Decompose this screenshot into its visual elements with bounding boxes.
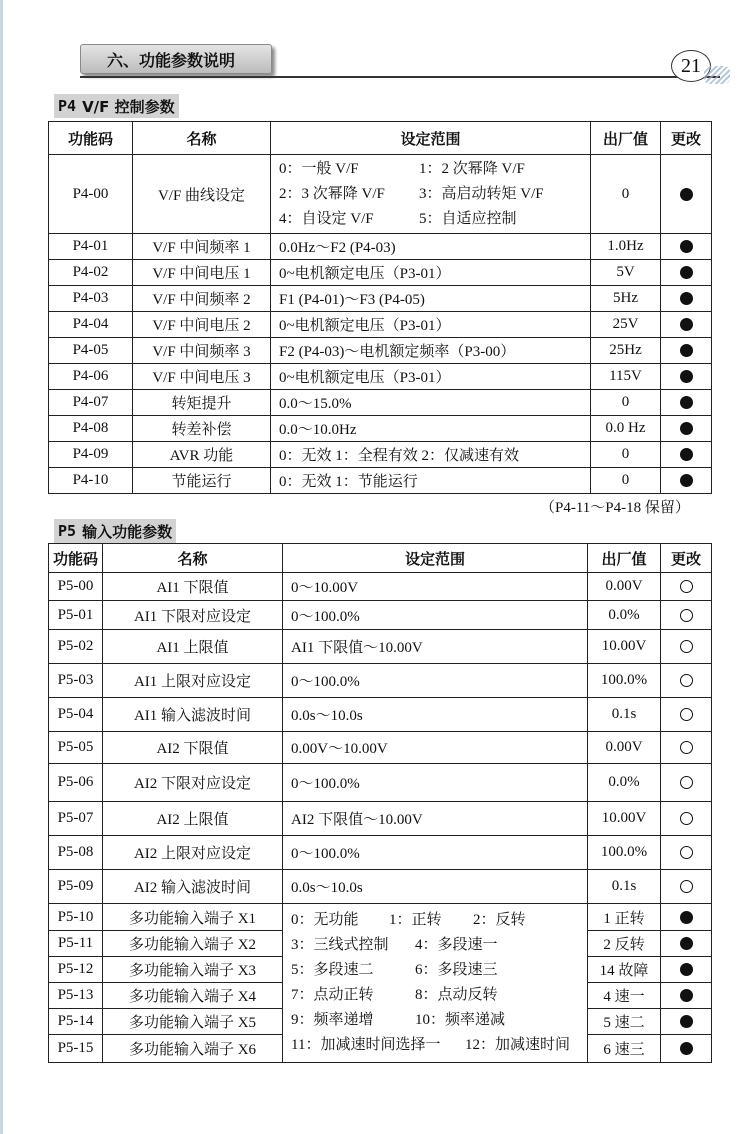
changeable-indicator: [661, 573, 712, 601]
table-row: [49, 664, 712, 698]
param-code: P4-00: [49, 155, 133, 234]
filled-dot-icon: [680, 989, 693, 1002]
param-name: V/F 中间频率 2: [133, 286, 271, 312]
p4-section-title: [54, 94, 179, 118]
table-row: [49, 630, 712, 664]
col-header-change: 更改: [661, 544, 712, 573]
table-row: [49, 573, 712, 601]
param-name: 节能运行: [133, 468, 271, 494]
changeable-indicator: [661, 698, 712, 732]
option-text: 5：多段速二: [291, 962, 374, 978]
param-default: 0: [591, 468, 661, 494]
param-range: 0~电机额定电压（P3-01）: [271, 364, 591, 390]
changeable-indicator: [661, 870, 712, 904]
table-row: [49, 364, 712, 390]
param-default: 0.00V: [588, 732, 661, 764]
option-text: 7：点动正转: [291, 987, 374, 1003]
col-header-code: 功能码: [49, 122, 133, 155]
param-default: 100.0%: [588, 836, 661, 870]
param-code: P4-02: [49, 260, 133, 286]
changeable-indicator: [661, 983, 712, 1009]
terminal-function-options: [283, 904, 588, 1063]
param-name: AI1 下限对应设定: [103, 601, 283, 630]
reserved-note: （P4-11～P4-18 保留）: [540, 500, 690, 516]
param-default: 0.0%: [588, 764, 661, 802]
param-default: 0: [591, 155, 661, 234]
table-row: [49, 764, 712, 802]
param-name: V/F 曲线设定: [133, 155, 271, 234]
param-name: 多功能输入端子 X5: [103, 1009, 283, 1035]
filled-dot-icon: [680, 318, 693, 331]
param-name: 转矩提升: [133, 390, 271, 416]
filled-dot-icon: [680, 292, 693, 305]
filled-dot-icon: [680, 370, 693, 383]
filled-dot-icon: [680, 422, 693, 435]
table-row: [49, 904, 712, 931]
param-code: P5-15: [49, 1035, 103, 1063]
param-range-options: [271, 155, 591, 234]
changeable-indicator: [661, 155, 712, 234]
param-name: 多功能输入端子 X4: [103, 983, 283, 1009]
option-text: 0：无功能: [291, 912, 359, 928]
param-name: 多功能输入端子 X2: [103, 931, 283, 957]
filled-dot-icon: [680, 1015, 693, 1028]
param-default: 0.0%: [588, 601, 661, 630]
param-code: P5-05: [49, 732, 103, 764]
changeable-indicator: [661, 234, 712, 260]
param-code: P5-08: [49, 836, 103, 870]
filled-dot-icon: [680, 474, 693, 487]
param-default: 0: [591, 442, 661, 468]
hollow-circle-icon: [680, 880, 693, 893]
param-range: 0.00V～10.00V: [283, 732, 588, 764]
param-default: 5Hz: [591, 286, 661, 312]
changeable-indicator: [661, 664, 712, 698]
param-name: 多功能输入端子 X3: [103, 957, 283, 983]
param-code: P4-05: [49, 338, 133, 364]
table-row: [49, 442, 712, 468]
col-header-name: 名称: [133, 122, 271, 155]
option-text: 2：3 次幂降 V/F: [279, 185, 385, 202]
table-row: [49, 601, 712, 630]
hollow-circle-icon: [680, 741, 693, 754]
table-row: [49, 870, 712, 904]
table-row: [49, 732, 712, 764]
param-code: P4-07: [49, 390, 133, 416]
col-header-range: 设定范围: [283, 544, 588, 573]
filled-dot-icon: [680, 188, 693, 201]
param-default: 0.1s: [588, 870, 661, 904]
param-name: AI2 输入滤波时间: [103, 870, 283, 904]
changeable-indicator: [661, 630, 712, 664]
param-code: P5-02: [49, 630, 103, 664]
table-row: [49, 155, 712, 234]
hollow-circle-icon: [680, 609, 693, 622]
param-range: 0：无效 1：全程有效 2：仅减速有效: [271, 442, 591, 468]
param-code: P4-01: [49, 234, 133, 260]
changeable-indicator: [661, 442, 712, 468]
param-range: 0~电机额定电压（P3-01）: [271, 312, 591, 338]
param-default: 1 正转: [588, 904, 661, 931]
changeable-indicator: [661, 260, 712, 286]
option-text: 0：一般 V/F: [279, 160, 359, 177]
changeable-indicator: [661, 836, 712, 870]
filled-dot-icon: [680, 911, 693, 924]
hollow-circle-icon: [680, 580, 693, 593]
param-code: P5-01: [49, 601, 103, 630]
param-code: P5-03: [49, 664, 103, 698]
p5-section-code: P5: [58, 522, 77, 540]
param-name: AI1 输入滤波时间: [103, 698, 283, 732]
table-row: [49, 802, 712, 836]
param-default: 14 故障: [588, 957, 661, 983]
param-code: P4-04: [49, 312, 133, 338]
filled-dot-icon: [680, 396, 693, 409]
changeable-indicator: [661, 1035, 712, 1063]
changeable-indicator: [661, 364, 712, 390]
filled-dot-icon: [680, 240, 693, 253]
param-code: P5-14: [49, 1009, 103, 1035]
param-default: 4 速一: [588, 983, 661, 1009]
hollow-circle-icon: [680, 846, 693, 859]
param-default: 0: [591, 390, 661, 416]
param-range: 0.0Hz～F2 (P4-03): [271, 234, 591, 260]
param-name: AI1 下限值: [103, 573, 283, 601]
option-text: 1：2 次幂降 V/F: [419, 160, 525, 177]
param-range: 0～10.00V: [283, 573, 588, 601]
p4-section-name: V/F 控制参数: [82, 97, 175, 116]
param-default: 5 速二: [588, 1009, 661, 1035]
param-default: 25Hz: [591, 338, 661, 364]
table-row: [49, 234, 712, 260]
changeable-indicator: [661, 468, 712, 494]
param-name: 转差补偿: [133, 416, 271, 442]
table-row: [49, 390, 712, 416]
param-default: 25V: [591, 312, 661, 338]
param-code: P5-13: [49, 983, 103, 1009]
param-code: P5-10: [49, 904, 103, 931]
param-default: 6 速三: [588, 1035, 661, 1063]
param-name: AI2 上限对应设定: [103, 836, 283, 870]
param-code: P5-00: [49, 573, 103, 601]
param-default: 100.0%: [588, 664, 661, 698]
p4-parameter-table: [48, 121, 712, 494]
changeable-indicator: [661, 957, 712, 983]
page-number-decoration: [704, 66, 730, 84]
param-range: AI2 下限值～10.00V: [283, 802, 588, 836]
changeable-indicator: [661, 764, 712, 802]
param-range: 0～100.0%: [283, 836, 588, 870]
p5-parameter-table: [48, 543, 712, 1063]
param-name: V/F 中间电压 2: [133, 312, 271, 338]
col-header-default: 出厂值: [588, 544, 661, 573]
param-range: 0.0s～10.0s: [283, 698, 588, 732]
param-default: 2 反转: [588, 931, 661, 957]
p5-table-header: [49, 544, 712, 573]
option-text: 9：频率递增: [291, 1012, 374, 1028]
param-range: F2 (P4-03)～电机额定频率（P3-00）: [271, 338, 591, 364]
chapter-header-tab: [80, 44, 272, 74]
param-name: V/F 中间频率 3: [133, 338, 271, 364]
table-row: [49, 698, 712, 732]
filled-dot-icon: [680, 344, 693, 357]
header-rule: [80, 76, 720, 78]
p5-section-title: [54, 519, 176, 543]
option-text: 3：高启动转矩 V/F: [419, 185, 544, 202]
option-text: 1：正转: [389, 912, 442, 928]
table-row: [49, 416, 712, 442]
option-text: 8：点动反转: [415, 987, 498, 1003]
hollow-circle-icon: [680, 674, 693, 687]
param-code: P5-09: [49, 870, 103, 904]
param-default: 115V: [591, 364, 661, 390]
page-left-edge: [0, 0, 3, 1134]
param-code: P5-11: [49, 931, 103, 957]
chapter-title: 六、功能参数说明: [107, 50, 236, 70]
col-header-default: 出厂值: [591, 122, 661, 155]
param-name: AI1 上限对应设定: [103, 664, 283, 698]
param-range: 0.0～10.0Hz: [271, 416, 591, 442]
col-header-name: 名称: [103, 544, 283, 573]
param-name: V/F 中间电压 3: [133, 364, 271, 390]
param-code: P4-06: [49, 364, 133, 390]
col-header-code: 功能码: [49, 544, 103, 573]
changeable-indicator: [661, 732, 712, 764]
param-name: AVR 功能: [133, 442, 271, 468]
option-text: 4：多段速一: [415, 937, 498, 953]
param-range: 0~电机额定电压（P3-01）: [271, 260, 591, 286]
hollow-circle-icon: [680, 708, 693, 721]
option-text: 10：频率递减: [415, 1012, 506, 1028]
changeable-indicator: [661, 931, 712, 957]
table-row: [49, 286, 712, 312]
changeable-indicator: [661, 416, 712, 442]
changeable-indicator: [661, 1009, 712, 1035]
param-range: AI1 下限值～10.00V: [283, 630, 588, 664]
param-code: P5-12: [49, 957, 103, 983]
param-default: 10.00V: [588, 630, 661, 664]
param-range: F1 (P4-01)～F3 (P4-05): [271, 286, 591, 312]
changeable-indicator: [661, 286, 712, 312]
option-text: 2：反转: [473, 912, 526, 928]
filled-dot-icon: [680, 963, 693, 976]
changeable-indicator: [661, 904, 712, 931]
filled-dot-icon: [680, 448, 693, 461]
param-range: 0～100.0%: [283, 764, 588, 802]
p4-section-code: P4: [58, 97, 77, 115]
col-header-change: 更改: [661, 122, 712, 155]
param-default: 10.00V: [588, 802, 661, 836]
param-code: P5-06: [49, 764, 103, 802]
param-default: 0.00V: [588, 573, 661, 601]
p5-section-name: 输入功能参数: [82, 522, 173, 541]
changeable-indicator: [661, 390, 712, 416]
filled-dot-icon: [680, 266, 693, 279]
col-header-range: 设定范围: [271, 122, 591, 155]
param-name: V/F 中间电压 1: [133, 260, 271, 286]
param-default: 0.0 Hz: [591, 416, 661, 442]
option-text: 4：自设定 V/F: [279, 210, 374, 227]
param-default: 1.0Hz: [591, 234, 661, 260]
param-name: AI2 下限对应设定: [103, 764, 283, 802]
param-code: P5-04: [49, 698, 103, 732]
hollow-circle-icon: [680, 640, 693, 653]
changeable-indicator: [661, 312, 712, 338]
table-row: [49, 260, 712, 286]
table-row: [49, 312, 712, 338]
hollow-circle-icon: [680, 812, 693, 825]
table-row: [49, 338, 712, 364]
param-default: 0.1s: [588, 698, 661, 732]
param-code: P4-03: [49, 286, 133, 312]
filled-dot-icon: [680, 1042, 693, 1055]
param-default: 5V: [591, 260, 661, 286]
param-code: P4-10: [49, 468, 133, 494]
changeable-indicator: [661, 338, 712, 364]
changeable-indicator: [661, 802, 712, 836]
param-range: 0.0s～10.0s: [283, 870, 588, 904]
param-code: P4-08: [49, 416, 133, 442]
page-number-text: 21: [681, 54, 701, 77]
param-range: 0.0～15.0%: [271, 390, 591, 416]
param-code: P5-07: [49, 802, 103, 836]
option-text: 6：多段速三: [415, 962, 498, 978]
param-name: AI2 上限值: [103, 802, 283, 836]
param-name: AI1 上限值: [103, 630, 283, 664]
filled-dot-icon: [680, 937, 693, 950]
p4-table-header: [49, 122, 712, 155]
param-name: AI2 下限值: [103, 732, 283, 764]
param-name: 多功能输入端子 X1: [103, 904, 283, 931]
param-name: 多功能输入端子 X6: [103, 1035, 283, 1063]
param-range: 0～100.0%: [283, 601, 588, 630]
option-text: 5：自适应控制: [419, 210, 517, 227]
option-text: 12：加减速时间: [465, 1037, 571, 1053]
param-range: 0～100.0%: [283, 664, 588, 698]
option-text: 11：加减速时间选择一: [291, 1037, 441, 1053]
param-range: 0：无效 1：节能运行: [271, 468, 591, 494]
hollow-circle-icon: [680, 776, 693, 789]
option-text: 3：三线式控制: [291, 937, 389, 953]
param-code: P4-09: [49, 442, 133, 468]
table-row: [49, 468, 712, 494]
table-row: [49, 836, 712, 870]
changeable-indicator: [661, 601, 712, 630]
param-name: V/F 中间频率 1: [133, 234, 271, 260]
